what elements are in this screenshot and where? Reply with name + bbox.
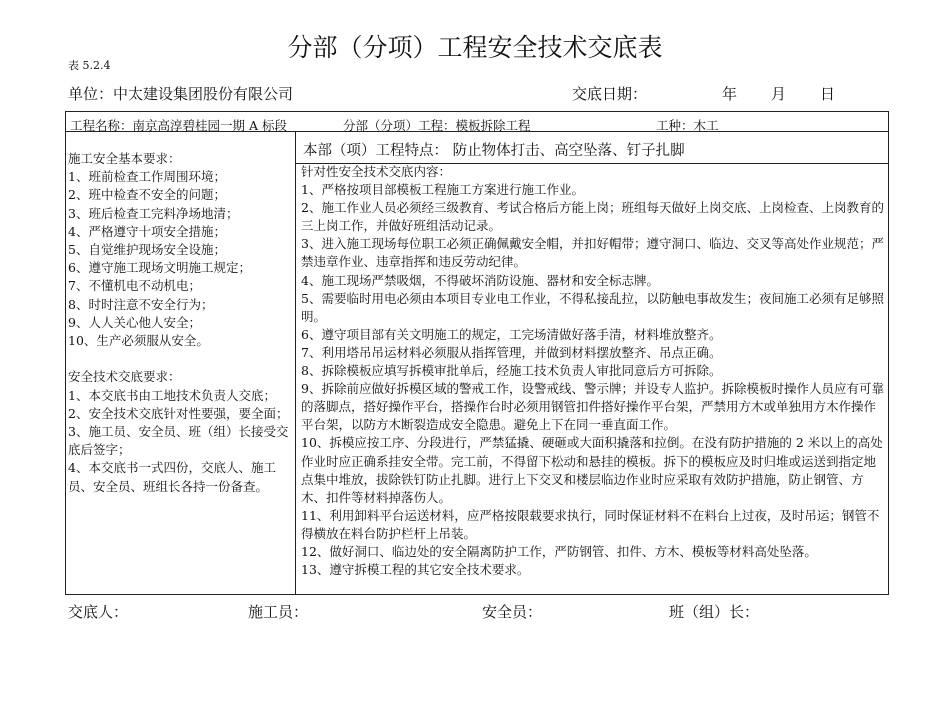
disclosure-item: 1、严格按项目部模板工程施工方案进行施工作业。 [301,182,584,198]
project-name: 工程名称：南京高淳碧桂园一期 A 标段 [70,118,287,133]
basic-requirement-item: 8、时时注意不安全行为； [68,296,214,312]
disclosure-item: 6、遵守项目部有关文明施工的规定，工完场清做好落手清，材料堆放整齐。 [301,326,722,342]
disclosure-requirement-item: 3、施工员、安全员、班（组）长接受交底后签字； [68,424,289,458]
project-features: 本部（项）工程特点： 防止物体打击、高空坠落、钉子扎脚 [303,143,685,159]
basic-requirement-item: 10、生产必须服从安全。 [68,333,209,349]
disclosure-item: 12、做好洞口、临边处的安全隔离防护工作，严防钢管、扣件、方木、模板等材料高处坠落。 [301,543,817,559]
basic-requirement-item: 7、不懂机电不动机电； [68,278,201,294]
page-title: 分部（分项）工程安全技术交底表 [287,33,663,62]
date-month: 月 [771,85,787,103]
basic-requirement-item: 2、班中检查不安全的问题； [68,187,226,203]
date-year: 年 [722,85,738,103]
table-number: 表 5.2.4 [68,59,111,72]
team-leader-signature-label: 班（组）长： [669,603,760,621]
disclosure-item: 5、需要临时用电必须由本项目专业电工作业，不得私接乱拉，以防触电事故发生；夜间施工必须有足够照明。 [301,290,884,324]
disclosure-item: 3、进入施工现场每位职工必须正确佩戴安全帽，并扣好帽带；遵守洞口、临边、交叉等高处作业规范；严禁违章作业、违章指挥和违反劳动纪律。 [301,236,884,270]
disclosure-date-label: 交底日期： [572,85,648,103]
disclosure-item: 8、拆除模板应填写拆模审批单后，经施工技术负责人审批同意后方可拆除。 [301,363,722,379]
disclosure-item: 2、施工作业人员必须经三级教育、考试合格后方能上岗；班组每天做好上岗交底、上岗检查、上岗教育的三上岗工作，并做好班组活动记录。 [301,200,884,234]
safety-officer-signature-label: 安全员： [482,603,543,621]
basic-requirement-item: 5、自觉维护现场安全设施； [68,242,226,258]
basic-requirement-item: 6、遵守施工现场文明施工规定； [68,260,251,276]
construction-worker-signature-label: 施工员： [248,603,309,621]
targeted-disclosure-title: 针对性安全技术交底内容： [301,164,452,179]
basic-requirement-item: 9、人人关心他人安全； [68,314,201,330]
disclosure-item: 9、拆除前应做好拆模区域的警戒工作，设警戒线、警示牌；并设专人监护。拆除模板时操作人员应有可靠的落脚点，搭好操作平台，搭操作台时必须用钢管扣件搭好操作平台架，严禁用方木或单独用方木作操作平台架，以防方木断裂造成安全隐患。避免上下在同一垂直面工作。 [301,381,884,433]
basic-requirement-item: 3、班后检查工完料净场地清； [68,205,239,221]
disclosure-item: 7、利用塔吊吊运材料必须服从指挥管理，并做到材料摆放整齐、吊点正确。 [301,344,722,360]
disclosure-item: 13、遵守拆模工程的其它安全技术要求。 [301,562,530,578]
left-requirements-column [68,150,294,496]
targeted-disclosure-column [301,163,888,579]
sub-project-name: 分部（分项）工程：模板拆除工程 [343,118,531,133]
unit-label: 单位：中太建设集团股份有限公司 [68,85,294,103]
disclosure-item: 4、施工现场严禁吸烟，不得破坏消防设施、器材和安全标志牌。 [301,272,659,288]
column-divider [295,131,296,595]
disclosure-requirement-item: 2、安全技术交底针对性要强，要全面； [68,405,289,421]
trade-type: 工种：木工 [656,118,719,133]
basic-requirements-title: 施工安全基本要求： [68,151,181,166]
basic-requirement-item: 1、班前检查工作周围环境； [68,169,226,185]
disclosure-requirement-item: 1、本交底书由工地技术负责人交底； [68,387,276,403]
section-spacer [68,350,294,368]
disclosure-requirement-item: 4、本交底书一式四份，交底人、施工员、安全员、班组长各持一份备查。 [68,460,276,494]
disclosure-item: 10、拆模应按工序、分段进行，严禁猛撬、硬砸或大面积撬落和拉倒。在没有防护措施的 2 米以上的高处作业时应正确系挂安全带。完工前，不得留下松动和悬挂的模板。拆下的模板应及时归堆或运送到指定地点集中堆放，拔除铁钉防止扎脚。进行上下交叉和楼层临边作业时应采取有效防护措施，防止钢管、方木、扣件等材料掉落伤人。 [301,435,883,505]
date-day: 日 [820,85,836,103]
disclosure-requirements-title: 安全技术交底要求： [68,369,181,385]
disclosure-item: 11、利用卸料平台运送材料，应严格按限载要求执行，同时保证材料不在料台上过夜，及时吊运；钢管不得横放在料台防护栏杆上吊装。 [301,507,880,541]
discloser-signature-label: 交底人： [68,603,129,621]
basic-requirement-item: 4、严格遵守十项安全措施； [68,223,226,239]
